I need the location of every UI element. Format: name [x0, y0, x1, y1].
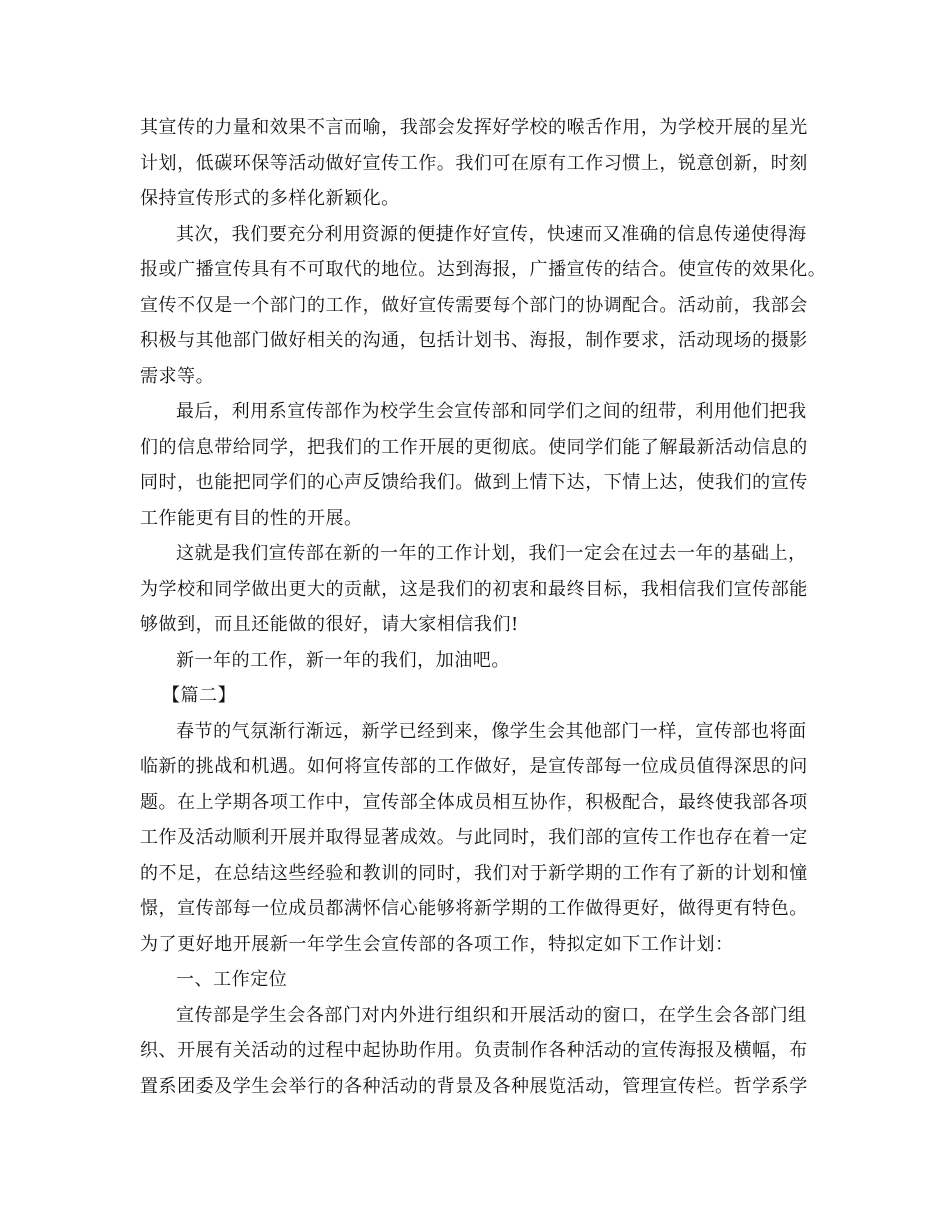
document-body — [140, 110, 827, 1104]
text-line: 憬，宣传部每一位成员都满怀信心能够将新学期的工作做得更好，做得更有特色。 — [140, 898, 808, 919]
section-heading: 【篇二】 — [162, 685, 237, 706]
text-line: 保持宣传形式的多样化新颖化。 — [140, 188, 400, 209]
text-line: 们的信息带给同学，把我们的工作开展的更彻底。使同学们能了解最新活动信息的 — [140, 436, 808, 458]
text-line: 工作能更有目的性的开展。 — [140, 507, 363, 529]
text-line: 报或广播宣传具有不可取代的地位。达到海报，广播宣传的结合。使宣传的效果化。 — [140, 259, 827, 280]
text-line: 最后，利用系宣传部作为校学生会宣传部和同学们之间的纽带，利用他们把我 — [176, 401, 807, 422]
text-line: 积极与其他部门做好相关的沟通，包括计划书、海报，制作要求，活动现场的摄影 — [140, 330, 808, 351]
text-line: 为了更好地开展新一年学生会宣传部的各项工作，特拟定如下工作计划： — [140, 933, 734, 955]
text-line: 计划，低碳环保等活动做好宣传工作。我们可在原有工作习惯上，锐意创新，时刻 — [140, 152, 808, 174]
text-line: 题。在上学期各项工作中，宣传部全体成员相互协作，积极配合，最终使我部各项 — [140, 791, 808, 813]
text-line: 新一年的工作，新一年的我们，加油吧。 — [176, 649, 510, 671]
text-line: 织、开展有关活动的过程中起协助作用。负责制作各种活动的宣传海报及横幅，布 — [140, 1040, 808, 1061]
text-line: 其次，我们要充分利用资源的便捷作好宣传，快速而又准确的信息传递使得海 — [176, 223, 807, 245]
text-line: 其宣传的力量和效果不言而喻，我部会发挥好学校的喉舌作用，为学校开展的星光 — [140, 117, 808, 138]
text-line: 需求等。 — [140, 365, 215, 387]
text-line: 春节的气氛渐行渐远，新学已经到来，像学生会其他部门一样，宣传部也将面 — [176, 720, 807, 742]
text-line: 一、工作定位 — [176, 969, 288, 990]
text-line: 置系团委及学生会举行的各种活动的背景及各种展览活动，管理宣传栏。哲学系学 — [140, 1075, 808, 1097]
text-line: 宣传不仅是一个部门的工作，做好宣传需要每个部门的协调配合。活动前，我部会 — [140, 294, 808, 316]
text-line: 为学校和同学做出更大的贡献，这是我们的初衷和最终目标，我相信我们宣传部能 — [140, 578, 808, 600]
text-line: 工作及活动顺利开展并取得显著成效。与此同时，我们部的宣传工作也存在着一定 — [140, 827, 808, 848]
text-line: 宣传部是学生会各部门对内外进行组织和开展活动的窗口，在学生会各部门组 — [176, 1004, 807, 1026]
text-line: 的不足，在总结这些经验和教训的同时，我们对于新学期的工作有了新的计划和憧 — [140, 862, 808, 884]
text-line: 这就是我们宣传部在新的一年的工作计划，我们一定会在过去一年的基础上， — [176, 543, 807, 564]
text-line: 够做到，而且还能做的很好，请大家相信我们! — [140, 614, 519, 635]
text-line: 同时，也能把同学们的心声反馈给我们。做到上情下达，下情上达，使我们的宣传 — [140, 472, 808, 493]
text-line: 临新的挑战和机遇。如何将宣传部的工作做好，是宣传部每一位成员值得深思的问 — [140, 756, 808, 777]
